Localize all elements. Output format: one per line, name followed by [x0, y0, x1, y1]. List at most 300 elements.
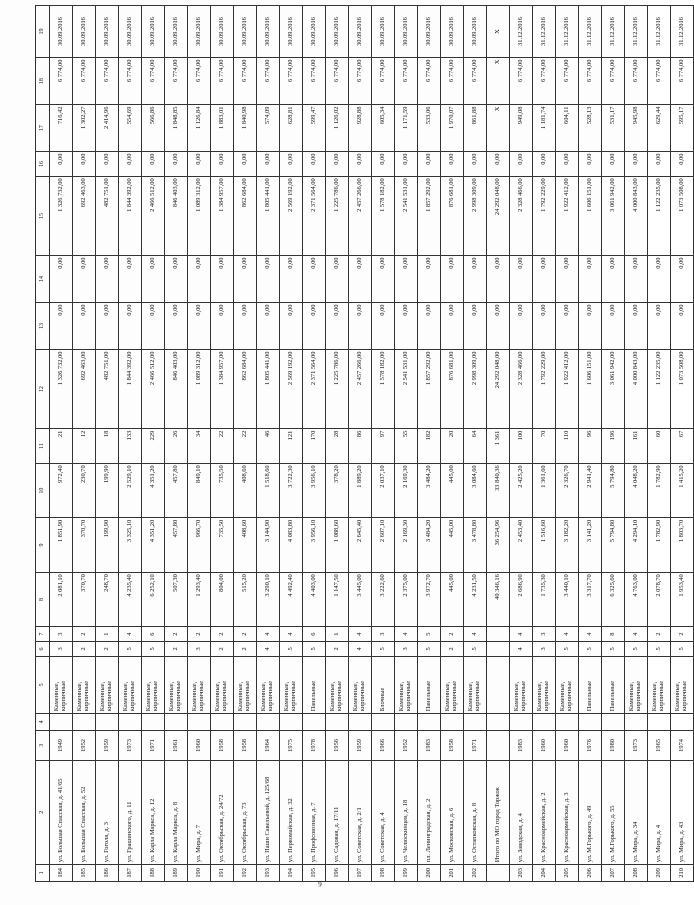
table-cell: 628,81 — [280, 105, 303, 152]
table-cell: 3 061 942,00 — [602, 350, 625, 429]
table-cell: Каменные, кирпичные — [510, 656, 533, 713]
table-cell: 972,40 — [50, 463, 73, 517]
table-cell: 6 774,00 — [142, 58, 165, 105]
table-cell: 0,00 — [510, 256, 533, 303]
table-cell: 24 292 048,00 — [487, 176, 510, 255]
table-cell: 2 — [96, 642, 119, 657]
table-cell: 949,08 — [510, 105, 533, 152]
table-cell: Каменные, кирпичные — [395, 656, 418, 713]
table-cell: 1 361 — [487, 429, 510, 464]
table-cell: 5 — [418, 627, 441, 642]
table-cell: 0,00 — [395, 152, 418, 177]
table-cell: 2 037,10 — [372, 463, 395, 517]
table-cell: 0,00 — [648, 256, 671, 303]
table-cell: 3 144,90 — [257, 518, 280, 572]
table-cell: 1 361,60 — [533, 463, 556, 517]
table-cell: Каменные, кирпичные — [234, 656, 257, 713]
table-cell: 1 805 441,00 — [257, 350, 280, 429]
table-cell — [96, 713, 119, 730]
table-cell: 0,00 — [395, 256, 418, 303]
table-cell: 1978 — [303, 731, 326, 761]
table-cell: 248,70 — [96, 572, 119, 626]
table-cell: 26 — [165, 429, 188, 464]
header-cell: 19 — [36, 6, 50, 58]
table-cell: 0,00 — [671, 152, 694, 177]
table-cell: 1959 — [96, 731, 119, 761]
table-row — [165, 6, 188, 882]
table-cell: 2 569 192,00 — [280, 176, 303, 255]
table-cell: 1 782,90 — [648, 463, 671, 517]
table-cell: 2 — [211, 642, 234, 657]
table-cell: 30.09.2016 — [257, 6, 280, 58]
table-cell: 188 — [142, 864, 165, 881]
table-cell: 2 078,70 — [648, 572, 671, 626]
table-cell: Каменные, кирпичные — [349, 656, 372, 713]
table-cell: 0,00 — [579, 152, 602, 177]
table-cell: 5 — [671, 642, 694, 657]
table-cell: 30.09.2016 — [234, 6, 257, 58]
table-cell: 716,42 — [50, 105, 73, 152]
table-cell: 4 351,20 — [142, 518, 165, 572]
table-cell: 3 484,20 — [418, 463, 441, 517]
table-cell: 0,00 — [234, 256, 257, 303]
table-cell: ул. Октябрьская, д. 73 — [234, 760, 257, 864]
table-cell: 191 — [211, 864, 234, 881]
table-cell: 5 — [556, 642, 579, 657]
table-cell: 22 — [211, 429, 234, 464]
table-cell: 6 774,00 — [73, 58, 96, 105]
table-cell: 3 — [50, 627, 73, 642]
table-cell: 1 840,98 — [234, 105, 257, 152]
table-cell: 0,00 — [556, 152, 579, 177]
table-cell: 64 — [464, 429, 487, 464]
table-cell: 2 453,40 — [510, 518, 533, 572]
table-cell — [372, 713, 395, 730]
table-cell: 2 607,10 — [372, 518, 395, 572]
table-cell: 1 883,01 — [211, 105, 234, 152]
table-row — [533, 6, 556, 882]
table-cell: ул. М.Горького, д. 55 — [602, 760, 625, 864]
table-cell: ул. Мира, д. 43 — [671, 760, 694, 864]
table-row — [280, 6, 303, 882]
table-row — [73, 6, 96, 882]
table-row — [487, 6, 510, 882]
table-cell: 1980 — [602, 731, 625, 761]
table-cell: 0,00 — [510, 303, 533, 350]
table-cell — [487, 627, 510, 642]
table-cell: 4 231,50 — [464, 572, 487, 626]
table-cell: 1971 — [464, 731, 487, 761]
table-cell: 735,50 — [211, 518, 234, 572]
table-cell: 206 — [579, 864, 602, 881]
header-cell: 2 — [36, 760, 50, 864]
table-cell: 1 225 786,00 — [326, 350, 349, 429]
table-cell: 30.09.2016 — [441, 6, 464, 58]
table-cell: 4 — [510, 642, 533, 657]
table-cell: 0,00 — [280, 256, 303, 303]
header-cell: 13 — [36, 303, 50, 350]
table-cell: 186 — [96, 864, 119, 881]
table-cell: 195 — [303, 864, 326, 881]
table-cell: 0,00 — [73, 152, 96, 177]
table-cell: 4 083,80 — [280, 518, 303, 572]
table-cell: 2 466 512,00 — [142, 176, 165, 255]
table-cell: 1 857 292,00 — [418, 350, 441, 429]
table-cell: 0,00 — [579, 256, 602, 303]
table-cell: Каменные, кирпичные — [211, 656, 234, 713]
table-cell: 554,69 — [119, 105, 142, 152]
table-cell: Каменные, кирпичные — [533, 656, 556, 713]
table-cell: 209 — [648, 864, 671, 881]
table-cell: 2 541 531,00 — [395, 176, 418, 255]
table-cell: 2 328 466,00 — [510, 350, 533, 429]
header-cell: 7 — [36, 627, 50, 642]
table-cell: 0,00 — [50, 303, 73, 350]
table-cell: 2 686,90 — [510, 572, 533, 626]
table-cell: 30.09.2016 — [73, 6, 96, 58]
table-row — [234, 6, 257, 882]
housing-table — [35, 5, 694, 882]
table-cell: 2 — [211, 627, 234, 642]
table-cell: 692 463,00 — [73, 176, 96, 255]
table-row — [50, 6, 73, 882]
table-header — [36, 6, 50, 882]
table-cell: 6 774,00 — [533, 58, 556, 105]
rotated-table-area — [35, 5, 688, 889]
table-cell: 1 922 412,00 — [556, 350, 579, 429]
table-cell: 945,98 — [625, 105, 648, 152]
table-cell: 6 774,00 — [671, 58, 694, 105]
table-cell: 1 415,20 — [671, 463, 694, 517]
table-cell: 1 089 312,00 — [188, 350, 211, 429]
table-cell: ул. Грашинского, д. 11 — [119, 760, 142, 864]
table-cell: 1 792 229,00 — [533, 350, 556, 429]
table-row — [142, 6, 165, 882]
table-cell: 100 — [510, 429, 533, 464]
table-cell: 96 — [579, 429, 602, 464]
table-cell: 528,13 — [579, 105, 602, 152]
page-number: 9 — [318, 880, 322, 889]
table-cell: 30.09.2016 — [188, 6, 211, 58]
table-row — [648, 6, 671, 882]
header-cell: 5 — [36, 656, 50, 713]
table-cell: 1 805 441,00 — [257, 176, 280, 255]
table-cell: 0,00 — [119, 256, 142, 303]
table-cell — [464, 713, 487, 730]
table-cell: 0,00 — [326, 303, 349, 350]
table-cell: 0,00 — [441, 303, 464, 350]
table-cell: 4 — [280, 627, 303, 642]
table-cell: Каменные, кирпичные — [464, 656, 487, 713]
table-cell: 1 851,90 — [50, 518, 73, 572]
table-cell: 3 478,80 — [464, 518, 487, 572]
table-cell: 928,88 — [349, 105, 372, 152]
table-cell — [303, 713, 326, 730]
table-cell: 0,00 — [211, 152, 234, 177]
table-cell: Каменные, кирпичные — [648, 656, 671, 713]
header-cell: 4 — [36, 713, 50, 730]
table-cell: 4 — [395, 627, 418, 642]
table-cell — [487, 642, 510, 657]
table-cell: 5 — [602, 642, 625, 657]
table-cell: 2 541 531,00 — [395, 350, 418, 429]
table-cell: 1952 — [395, 731, 418, 761]
table-cell: 33 840,36 — [487, 463, 510, 517]
table-cell: 31.12.2016 — [648, 6, 671, 58]
table-cell: 1973 — [625, 731, 648, 761]
table-cell: Каменные, кирпичные — [50, 656, 73, 713]
table-cell — [671, 713, 694, 730]
header-cell: 6 — [36, 642, 50, 657]
table-cell: 6 774,00 — [395, 58, 418, 105]
table-cell: 1 857 292,00 — [418, 176, 441, 255]
table-cell: 30.09.2016 — [280, 6, 303, 58]
table-cell: 378,20 — [326, 463, 349, 517]
table-cell: 31.12.2016 — [556, 6, 579, 58]
header-cell: 3 — [36, 731, 50, 761]
table-cell: 2 — [648, 627, 671, 642]
table-cell: 6 774,00 — [257, 58, 280, 105]
table-cell: 0,00 — [533, 303, 556, 350]
table-row — [395, 6, 418, 882]
table-cell: 0,00 — [257, 152, 280, 177]
table-cell: 205 — [556, 864, 579, 881]
table-cell: 457,80 — [165, 463, 188, 517]
table-cell: 2 941,40 — [579, 463, 602, 517]
table-cell: 4 — [257, 627, 280, 642]
table-cell: 0,00 — [579, 303, 602, 350]
table-cell: 6 774,00 — [510, 58, 533, 105]
table-cell: 0,00 — [602, 152, 625, 177]
table-cell: 5 794,80 — [602, 518, 625, 572]
table-cell: 3 956,10 — [303, 518, 326, 572]
table-cell: 445,00 — [441, 572, 464, 626]
table-cell: 1 073 508,00 — [671, 350, 694, 429]
table-cell: 31.12.2016 — [533, 6, 556, 58]
table-row — [96, 6, 119, 882]
table-cell: 0,00 — [50, 152, 73, 177]
table-cell: 3 141,20 — [579, 518, 602, 572]
table-cell: Панельные — [418, 656, 441, 713]
table-cell: 199,90 — [96, 518, 119, 572]
table-cell: 1 803,70 — [671, 518, 694, 572]
table-cell: 0,00 — [188, 152, 211, 177]
table-cell: 210 — [671, 864, 694, 881]
table-cell: ул. Первомайская, д. 32 — [280, 760, 303, 864]
table-cell: ул. Челюскинцев, д. 18 — [395, 760, 418, 864]
table-cell: Панельные — [303, 656, 326, 713]
table-cell: 0,00 — [625, 303, 648, 350]
table-cell: 1 326 732,00 — [50, 176, 73, 255]
table-cell — [73, 713, 96, 730]
table-cell: 1966 — [372, 731, 395, 761]
table-cell: 5 — [280, 642, 303, 657]
table-cell: 46 — [257, 429, 280, 464]
table-row — [625, 6, 648, 882]
table-cell: 370,70 — [73, 572, 96, 626]
table-cell: 0,00 — [73, 303, 96, 350]
table-cell: 5 — [625, 642, 648, 657]
table-cell: 6 — [303, 627, 326, 642]
table-cell: 0,00 — [303, 152, 326, 177]
table-cell: 196 — [602, 429, 625, 464]
table-cell: 0,00 — [165, 256, 188, 303]
table-cell: 4 — [257, 642, 280, 657]
table-cell: 1 578 182,00 — [372, 176, 395, 255]
table-cell — [625, 713, 648, 730]
table-row — [441, 6, 464, 882]
table-cell: 0,00 — [234, 303, 257, 350]
table-cell: 3 317,70 — [579, 572, 602, 626]
table-cell: 201 — [441, 864, 464, 881]
table-cell: 207 — [602, 864, 625, 881]
table-cell: X — [487, 105, 510, 152]
table-cell — [648, 713, 671, 730]
table-cell: 199,90 — [96, 463, 119, 517]
table-cell: Каменные, кирпичные — [165, 656, 188, 713]
table-cell — [441, 713, 464, 730]
table-cell: 3 445,00 — [349, 572, 372, 626]
table-cell: 97 — [372, 429, 395, 464]
table-cell: 4 — [349, 627, 372, 642]
table-cell: 876 681,00 — [441, 176, 464, 255]
table-cell: 2 645,40 — [349, 518, 372, 572]
table-cell: 2 — [441, 642, 464, 657]
table-cell: 31.12.2016 — [510, 6, 533, 58]
header-cell: 12 — [36, 350, 50, 429]
table-cell: 189 — [165, 864, 188, 881]
table-cell: 0,00 — [142, 152, 165, 177]
table-cell: 200 — [418, 864, 441, 881]
table-cell: 1 792 229,00 — [533, 176, 556, 255]
table-cell: Каменные, кирпичные — [188, 656, 211, 713]
header-cell: 18 — [36, 58, 50, 105]
table-cell: 4 — [464, 627, 487, 642]
table-cell: 1 518,60 — [257, 463, 280, 517]
table-cell: 0,00 — [234, 152, 257, 177]
table-cell: ул. Красноармейская, д. 3 — [556, 760, 579, 864]
table-cell: Каменные, кирпичные — [556, 656, 579, 713]
table-row — [671, 6, 694, 882]
table-cell: 6 774,00 — [441, 58, 464, 105]
table-cell: 21 — [50, 429, 73, 464]
table-cell: 4 048,20 — [625, 463, 648, 517]
table-cell: 6 774,00 — [418, 58, 441, 105]
table-cell: 184 — [50, 864, 73, 881]
table-cell: 2 529,10 — [119, 463, 142, 517]
table-cell: 30.09.2016 — [303, 6, 326, 58]
table-cell: 2 569 192,00 — [280, 350, 303, 429]
table-cell: 3 — [50, 642, 73, 657]
table-cell: 6 774,00 — [625, 58, 648, 105]
table-cell: 0,00 — [165, 303, 188, 350]
table-cell: 0,00 — [510, 152, 533, 177]
table-cell — [119, 713, 142, 730]
table-cell: 30.09.2016 — [50, 6, 73, 58]
header-cell: 17 — [36, 105, 50, 152]
table-cell: 31.12.2016 — [602, 6, 625, 58]
table-cell: 196 — [326, 864, 349, 881]
table-cell: 1964 — [257, 731, 280, 761]
table-cell: 5 — [142, 642, 165, 657]
table-cell: 3 — [533, 642, 556, 657]
table-cell: 30.09.2016 — [165, 6, 188, 58]
table-row — [119, 6, 142, 882]
table-cell: 1 — [96, 627, 119, 642]
table-cell: 6 774,00 — [280, 58, 303, 105]
table-cell — [50, 713, 73, 730]
table-cell: 3 — [533, 627, 556, 642]
table-cell: 6 252,10 — [142, 572, 165, 626]
table-row — [349, 6, 372, 882]
table-cell: 6 774,00 — [165, 58, 188, 105]
table-cell — [418, 713, 441, 730]
table-cell: Каменные, кирпичные — [671, 656, 694, 713]
table-cell: ул. Заводская, д. 4 — [510, 760, 533, 864]
table-row — [188, 6, 211, 882]
table-cell: 6 774,00 — [303, 58, 326, 105]
table-cell — [487, 731, 510, 761]
table-row — [556, 6, 579, 882]
table-cell: 197 — [349, 864, 372, 881]
table-cell: 595,17 — [671, 105, 694, 152]
table-cell: 2 — [165, 627, 188, 642]
table-cell: 1971 — [142, 731, 165, 761]
table-cell: 30.09.2016 — [211, 6, 234, 58]
table-cell: 30.09.2016 — [418, 6, 441, 58]
table-cell: 3 222,60 — [372, 572, 395, 626]
table-cell — [487, 656, 510, 713]
table-cell: 0,00 — [326, 152, 349, 177]
table-row — [464, 6, 487, 882]
table-cell: 0,00 — [349, 256, 372, 303]
table-cell: 5 — [418, 642, 441, 657]
table-cell: 203 — [510, 864, 533, 881]
table-cell: 4 492,40 — [280, 572, 303, 626]
table-cell: ул. Красноармейская, д. 2 — [533, 760, 556, 864]
table-cell: 1961 — [165, 731, 188, 761]
table-cell: 28 — [326, 429, 349, 464]
table-cell: 2 457 266,00 — [349, 176, 372, 255]
table-cell: 0,00 — [142, 303, 165, 350]
table-cell: 1958 — [211, 731, 234, 761]
table-cell — [395, 713, 418, 730]
table-cell: 22 — [234, 429, 257, 464]
table-cell: 0,00 — [556, 303, 579, 350]
table-cell: 0,00 — [533, 256, 556, 303]
table-cell: 2 169,30 — [395, 463, 418, 517]
table-cell: 846 403,00 — [165, 350, 188, 429]
table-cell: 208 — [625, 864, 648, 881]
table-cell: 1 126,02 — [326, 105, 349, 152]
table-cell: 1959 — [349, 731, 372, 761]
table-row — [211, 6, 234, 882]
table-cell: 161 — [625, 429, 648, 464]
table-cell: ул. Карла Маркса, д. 12 — [142, 760, 165, 864]
table-cell: 629,44 — [648, 105, 671, 152]
table-cell: 1 970,07 — [441, 105, 464, 152]
table-cell — [326, 713, 349, 730]
table-cell: ул. Советская, д. 4 — [372, 760, 395, 864]
table-cell: Каменные, кирпичные — [73, 656, 96, 713]
table-cell: 34 — [188, 429, 211, 464]
header-cell: 11 — [36, 429, 50, 464]
table-cell — [487, 864, 510, 881]
table-cell: 2 — [234, 627, 257, 642]
table-cell: 230,70 — [73, 463, 96, 517]
table-cell: ул. Советская, д. 2/1 — [349, 760, 372, 864]
table-cell: 0,00 — [372, 152, 395, 177]
